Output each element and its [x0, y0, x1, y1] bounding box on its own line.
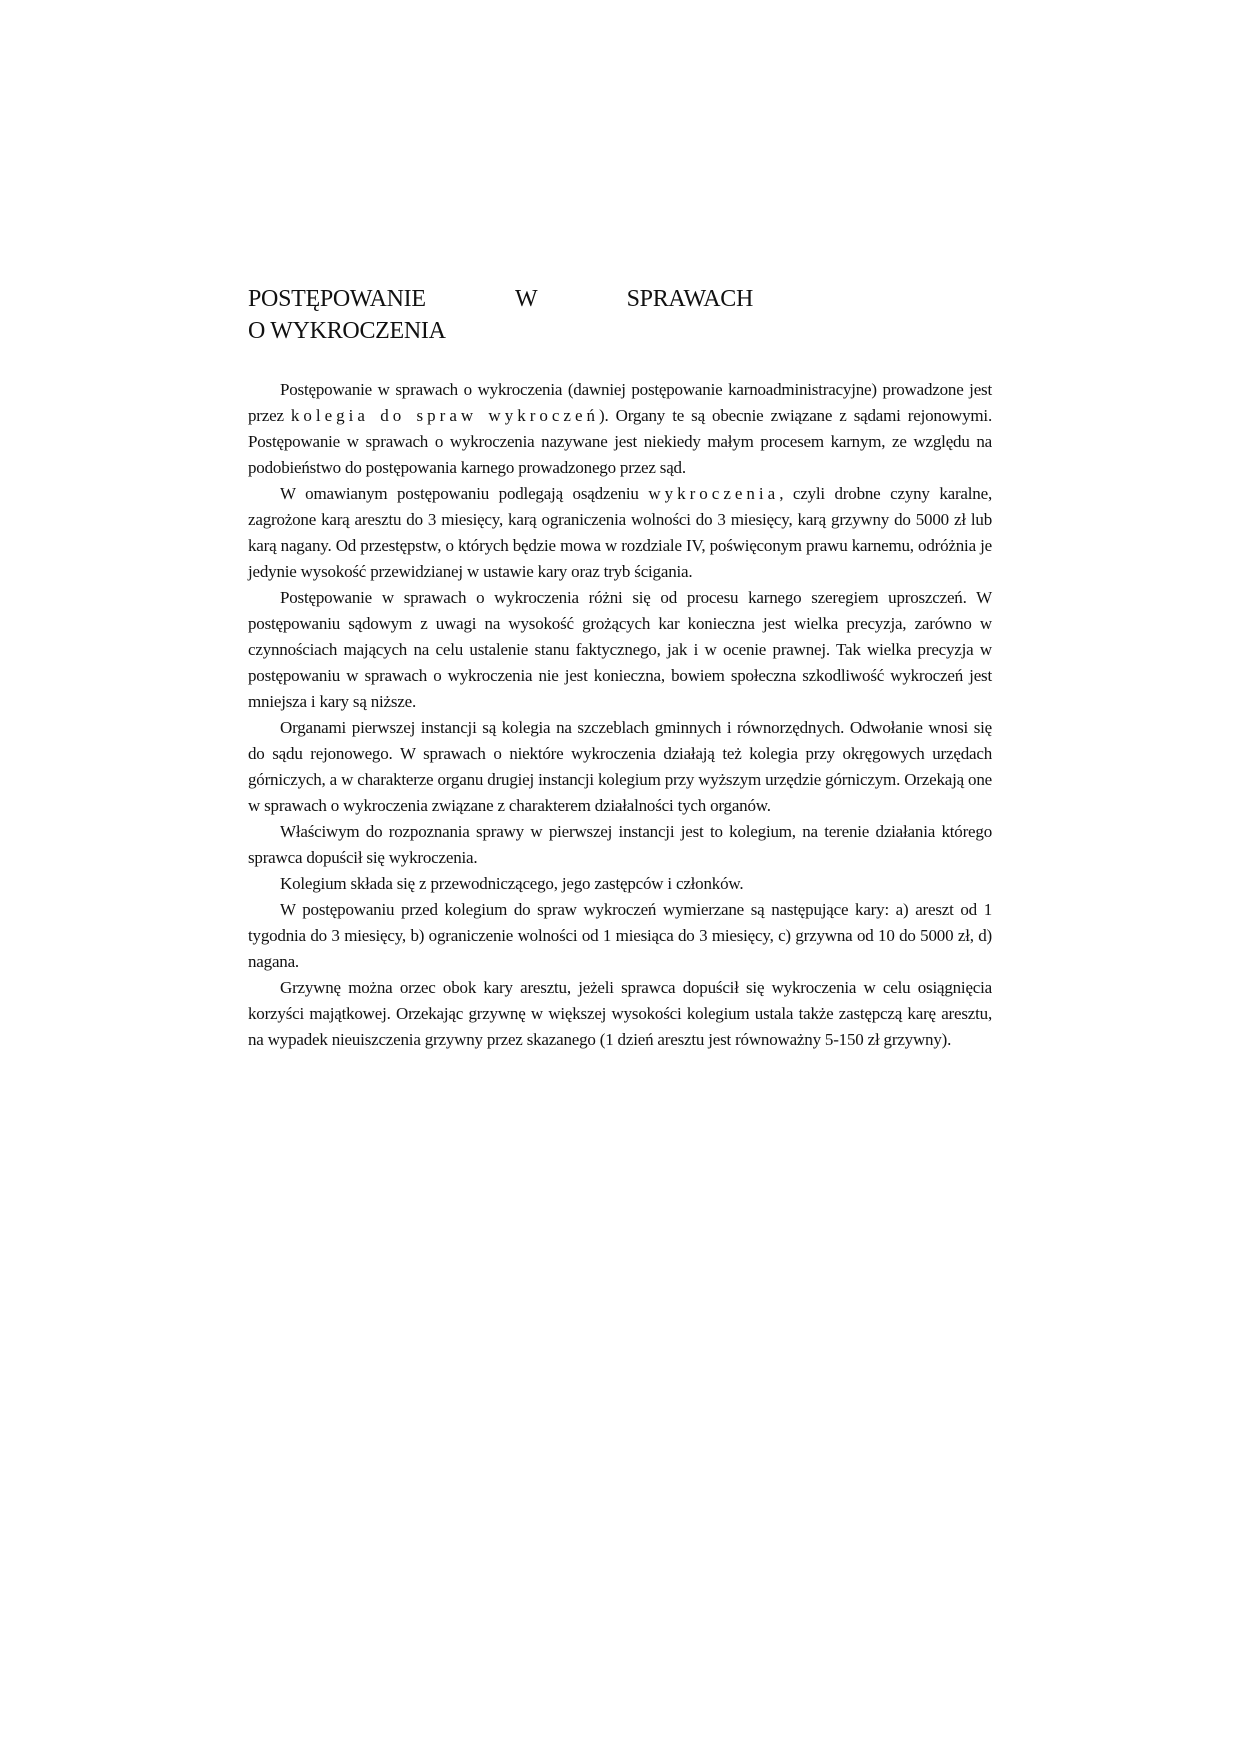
paragraph-1 — [248, 377, 992, 481]
paragraph-7: W postępowaniu przed kolegium do spraw wykroczeń wymierzane są następujące kary: a) areszt od 1 tygodnia do 3 miesięcy, b) ograniczenie wolności od 1 miesiąca do 3 miesięcy, c) grzywna od 10 do 5000 zł, d) nagana. — [248, 900, 992, 971]
title-word-1: POSTĘPOWANIE — [248, 286, 426, 312]
paragraph-3: Postępowanie w sprawach o wykroczenia różni się od procesu karnego szeregiem uproszczeń. W postępowaniu sądowym z uwagi na wysokość grożących kar konieczna jest wielka precyzja, zarówno w czynnościach mających na celu ustalenie stanu faktycznego, jak i w ocenie prawnej. Tak wielka precyzja w postępowaniu w sprawach o wykroczenia nie jest konieczna, bowiem społeczna szkodliwość wykroczeń jest mniejsza i kary są niższe. — [248, 588, 992, 711]
page-title — [248, 283, 992, 347]
paragraph-5: Właściwym do rozpoznania sprawy w pierwszej instancji jest to kolegium, na terenie działania którego sprawca dopuścił się wykroczenia. — [248, 822, 992, 867]
paragraph-2-spaced-term: wykroczenia — [648, 484, 780, 503]
paragraph-4: Organami pierwszej instancji są kolegia na szczeblach gminnych i równorzędnych. Odwołanie wnosi się do sądu rejonowego. W sprawach o niektóre wykroczenia działają też kolegia przy okręgowych urzędach górniczych, a w charakterze organu drugiej instancji kolegium przy wyższym urzędzie górniczym. Orzekają one w sprawach o wykroczenia związane z charakterem działalności tych organów. — [248, 718, 992, 815]
document-body — [248, 283, 992, 1053]
paragraph-2-text-c: , czyli drobne czyny karalne, zagrożone karą aresztu do 3 miesięcy, karą ograniczenia wolności do 3 miesięcy, karą grzywny do 5000 zł lub karą nagany. Od przestępstw, o których będzie mowa w rozdziale IV, poświęconym prawu karnemu, odróżnia je jedynie wysokość przewidzianej w ustawie kary oraz tryb ścigania. — [248, 484, 992, 581]
title-word-2: W — [515, 286, 538, 312]
paragraph-6: Kolegium składa się z przewodniczącego, jego zastępców i członków. — [280, 874, 744, 893]
paragraph-2-text-a: W omawianym postępowaniu podlegają osądzeniu — [280, 484, 649, 503]
paragraph-2 — [248, 481, 992, 585]
paragraph-8: Grzywnę można orzec obok kary aresztu, jeżeli sprawca dopuścił się wykroczenia w celu osiągnięcia korzyści majątkowej. Orzekając grzywnę w większej wysokości kolegium ustala także zastępczą karę aresztu, na wypadek nieuiszczenia grzywny przez skazanego (1 dzień aresztu jest równoważny 5-150 zł grzywny). — [248, 978, 992, 1049]
paragraph-1-text-c: ). Organy te są obecnie związane z sądami rejonowymi. Postępowanie w sprawach o wykroczenia nazywane jest niekiedy małym procesem karnym, ze względu na podobieństwo do postępowania karnego prowadzonego przez sąd. — [248, 406, 992, 477]
paragraph-1-spaced-term: kolegia do spraw wykroczeń — [290, 406, 600, 425]
title-line-2: O WYKROCZENIA — [248, 318, 446, 344]
title-line-1 — [248, 283, 753, 315]
paragraph-1-text-a: Postępowanie w sprawach o wykroczenia (dawniej postępowanie karnoadministracyjne) prowadzone jest przez — [248, 380, 992, 425]
title-word-3: SPRAWACH — [626, 286, 753, 312]
